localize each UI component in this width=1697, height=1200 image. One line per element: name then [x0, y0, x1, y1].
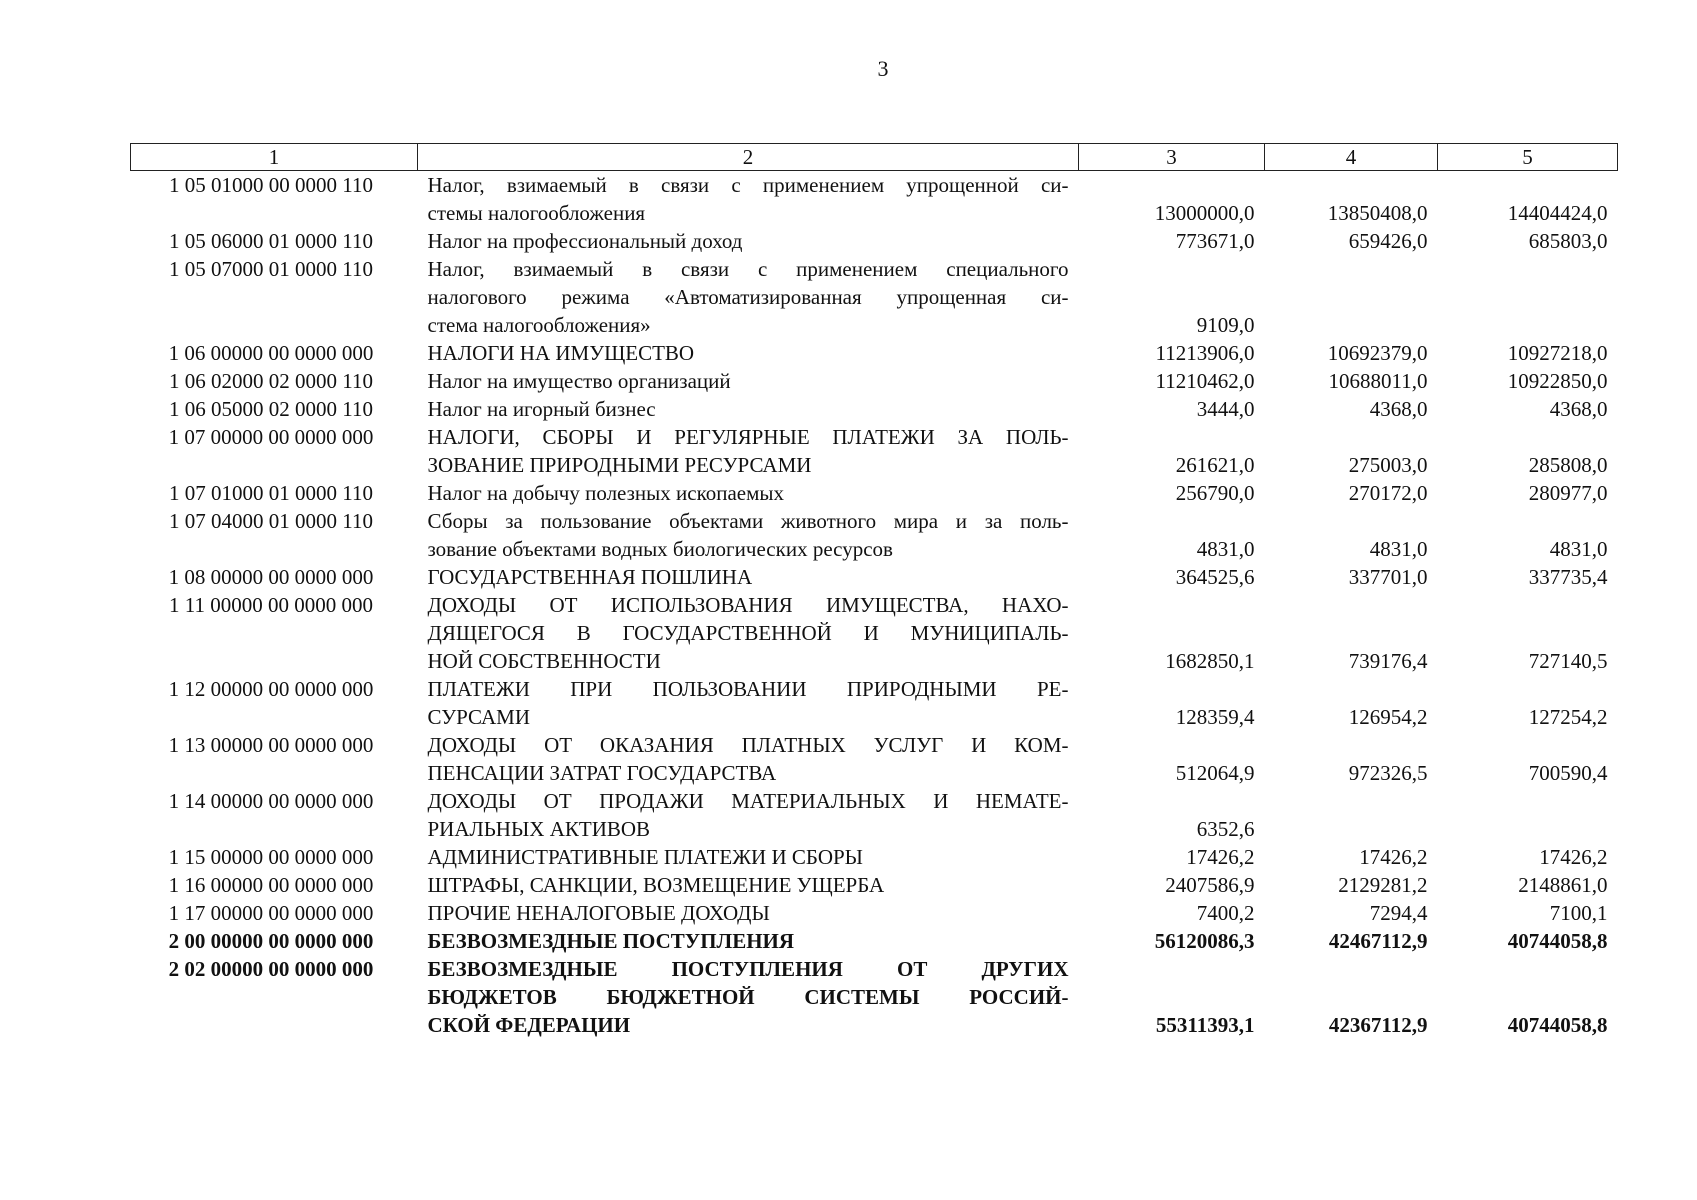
row-value-5: 17426,2: [1539, 845, 1608, 869]
row-name: [418, 871, 1079, 899]
row-code: 1 12 00000 00 0000 000: [168, 677, 374, 701]
row-value-3: 256790,0: [1175, 481, 1255, 505]
row-code: 1 06 00000 00 0000 000: [168, 341, 374, 365]
row-value-5: 127254,2: [1528, 705, 1608, 729]
row-value-3: 11213906,0: [1155, 341, 1255, 365]
row-name-line: ПЕНСАЦИИ ЗАТРАТ ГОСУДАРСТВА: [427, 761, 777, 785]
row-name-line: НОЙ СОБСТВЕННОСТИ: [427, 649, 661, 673]
row-value-3: 13000000,0: [1154, 201, 1255, 225]
row-code: 1 14 00000 00 0000 000: [168, 789, 374, 813]
row-value-4: 972326,5: [1348, 761, 1428, 785]
row-value-3: 6352,6: [1196, 817, 1255, 841]
row-name-line: СУРСАМИ: [427, 705, 530, 729]
header-col-2: 2: [418, 144, 1079, 171]
table-row: [131, 395, 1618, 423]
budget-table: [130, 143, 1618, 1039]
row-name: [418, 955, 1079, 1039]
row-name-line: НАЛОГИ НА ИМУЩЕСТВО: [427, 341, 695, 365]
table-row: [131, 339, 1618, 367]
table-row: [131, 955, 1618, 1039]
header-col-1: 1: [131, 144, 418, 171]
table-row: [131, 899, 1618, 927]
row-value-3: 1682850,1: [1165, 649, 1255, 673]
row-value-4: 10688011,0: [1328, 369, 1428, 393]
table-row: [131, 227, 1618, 255]
row-value-5: 285808,0: [1528, 453, 1608, 477]
row-name-line: ШТРАФЫ, САНКЦИИ, ВОЗМЕЩЕНИЕ УЩЕРБА: [427, 873, 885, 897]
row-value-3: 3444,0: [1196, 397, 1255, 421]
row-value-3: 364525,6: [1175, 565, 1255, 589]
row-value-4: 126954,2: [1348, 705, 1428, 729]
row-name-line: РИАЛЬНЫХ АКТИВОВ: [427, 817, 651, 841]
row-name: [418, 367, 1079, 395]
row-code: 1 15 00000 00 0000 000: [168, 845, 374, 869]
row-value-4: 42367112,9: [1328, 1013, 1428, 1037]
row-name-line: стемы налогообложения: [427, 201, 646, 225]
row-value-5: 4368,0: [1549, 397, 1608, 421]
row-value-5: 10927218,0: [1507, 341, 1608, 365]
row-name: [418, 171, 1079, 228]
row-value-5: 337735,4: [1528, 565, 1608, 589]
row-value-5: 4831,0: [1549, 537, 1608, 561]
row-name: [418, 899, 1079, 927]
table-row: [131, 507, 1618, 563]
row-code: 2 00 00000 00 0000 000: [168, 929, 374, 953]
row-name-line: ДОХОДЫ ОТ ПРОДАЖИ МАТЕРИАЛЬНЫХ И НЕМАТЕ-: [427, 789, 1069, 813]
row-name: [418, 563, 1079, 591]
row-value-4: 275003,0: [1348, 453, 1428, 477]
row-value-3: 56120086,3: [1154, 929, 1255, 953]
row-value-4: 10692379,0: [1327, 341, 1428, 365]
row-name: [418, 591, 1079, 675]
row-name-line: Налог, взимаемый в связи с применением упрощенной си-: [427, 173, 1069, 197]
table-row: [131, 927, 1618, 955]
row-name-line: ДОХОДЫ ОТ ОКАЗАНИЯ ПЛАТНЫХ УСЛУГ И КОМ-: [427, 733, 1069, 757]
row-value-3: 261621,0: [1175, 453, 1255, 477]
row-value-4: 7294,4: [1369, 901, 1428, 925]
row-code: 1 06 02000 02 0000 110: [169, 369, 373, 393]
header-col-4: 4: [1265, 144, 1438, 171]
table-row: [131, 171, 1618, 228]
row-name: [418, 339, 1079, 367]
row-code: 1 17 00000 00 0000 000: [168, 901, 374, 925]
row-code: 1 08 00000 00 0000 000: [168, 565, 374, 589]
row-value-5: 700590,4: [1528, 761, 1608, 785]
header-row: [131, 144, 1618, 171]
row-name-line: Налог на игорный бизнес: [427, 397, 656, 421]
row-name-line: ДОХОДЫ ОТ ИСПОЛЬЗОВАНИЯ ИМУЩЕСТВА, НАХО-: [427, 593, 1069, 617]
row-value-4: [1265, 255, 1438, 339]
row-name-line: Сборы за пользование объектами животного мира и за поль-: [427, 509, 1069, 533]
row-name-line: БЕЗВОЗМЕЗДНЫЕ ПОСТУПЛЕНИЯ ОТ ДРУГИХ: [427, 957, 1069, 981]
row-value-5: 14404424,0: [1507, 201, 1608, 225]
page-number: 3: [877, 56, 889, 81]
row-value-5: 10922850,0: [1507, 369, 1608, 393]
table-row: [131, 871, 1618, 899]
table-body: [131, 171, 1618, 1040]
row-name: [418, 227, 1079, 255]
row-code: 2 02 00000 00 0000 000: [168, 957, 374, 981]
row-value-5: 280977,0: [1528, 481, 1608, 505]
row-code: 1 05 06000 01 0000 110: [169, 229, 373, 253]
header-col-5: 5: [1438, 144, 1618, 171]
table-row: [131, 675, 1618, 731]
row-name-line: БЕЗВОЗМЕЗДНЫЕ ПОСТУПЛЕНИЯ: [427, 929, 795, 953]
row-code: 1 07 04000 01 0000 110: [169, 509, 373, 533]
row-name-line: Налог, взимаемый в связи с применением специального: [427, 257, 1069, 281]
row-value-5: [1438, 255, 1618, 339]
row-value-4: 4368,0: [1369, 397, 1428, 421]
row-value-5: [1438, 787, 1618, 843]
row-name-line: зование объектами водных биологических ресурсов: [427, 537, 893, 561]
table-row: [131, 255, 1618, 339]
table-row: [131, 367, 1618, 395]
row-name-line: Налог на добычу полезных ископаемых: [427, 481, 784, 505]
row-name: [418, 787, 1079, 843]
row-value-4: 739176,4: [1348, 649, 1428, 673]
row-value-5: 40744058,8: [1507, 1013, 1608, 1037]
row-value-3: 55311393,1: [1155, 1013, 1255, 1037]
row-value-3: 773671,0: [1175, 229, 1255, 253]
row-value-5: 2148861,0: [1518, 873, 1608, 897]
row-value-4: 270172,0: [1348, 481, 1428, 505]
table-row: [131, 563, 1618, 591]
row-name: [418, 395, 1079, 423]
row-value-3: 128359,4: [1175, 705, 1255, 729]
row-code: 1 16 00000 00 0000 000: [168, 873, 374, 897]
row-name: [418, 479, 1079, 507]
row-name-line: АДМИНИСТРАТИВНЫЕ ПЛАТЕЖИ И СБОРЫ: [427, 845, 863, 869]
row-name: [418, 675, 1079, 731]
row-name-line: ГОСУДАРСТВЕННАЯ ПОШЛИНА: [427, 565, 753, 589]
row-code: 1 05 01000 00 0000 110: [169, 173, 373, 197]
table-row: [131, 843, 1618, 871]
row-value-4: 4831,0: [1369, 537, 1428, 561]
row-value-4: 659426,0: [1348, 229, 1428, 253]
row-code: 1 07 00000 00 0000 000: [168, 425, 374, 449]
table-row: [131, 423, 1618, 479]
row-name-line: ДЯЩЕГОСЯ В ГОСУДАРСТВЕННОЙ И МУНИЦИПАЛЬ-: [427, 621, 1069, 645]
table-row: [131, 787, 1618, 843]
row-value-4: 17426,2: [1359, 845, 1428, 869]
row-value-3: 4831,0: [1196, 537, 1255, 561]
row-value-5: 685803,0: [1528, 229, 1608, 253]
row-code: 1 11 00000 00 0000 000: [169, 593, 373, 617]
row-value-3: 2407586,9: [1165, 873, 1255, 897]
row-code: 1 06 05000 02 0000 110: [169, 397, 373, 421]
row-value-4: 337701,0: [1348, 565, 1428, 589]
row-name-line: БЮДЖЕТОВ БЮДЖЕТНОЙ СИСТЕМЫ РОССИЙ-: [427, 985, 1069, 1009]
row-value-3: 7400,2: [1196, 901, 1255, 925]
row-value-4: 42467112,9: [1328, 929, 1428, 953]
row-value-4: 2129281,2: [1338, 873, 1428, 897]
table-row: [131, 479, 1618, 507]
row-name: [418, 731, 1079, 787]
row-value-3: 11210462,0: [1155, 369, 1255, 393]
row-name: [418, 927, 1079, 955]
row-value-4: [1265, 787, 1438, 843]
row-name: [418, 507, 1079, 563]
row-value-5: 40744058,8: [1507, 929, 1608, 953]
row-name: [418, 843, 1079, 871]
row-name-line: Налог на имущество организаций: [427, 369, 731, 393]
row-value-5: 727140,5: [1528, 649, 1608, 673]
row-code: 1 13 00000 00 0000 000: [168, 733, 374, 757]
row-name-line: стема налогообложения»: [427, 313, 651, 337]
row-value-3: 512064,9: [1175, 761, 1255, 785]
row-name: [418, 423, 1079, 479]
row-name-line: ПРОЧИЕ НЕНАЛОГОВЫЕ ДОХОДЫ: [427, 901, 770, 925]
row-value-3: 9109,0: [1196, 313, 1255, 337]
row-name-line: налогового режима «Автоматизированная упрощенная си-: [427, 285, 1069, 309]
row-name: [418, 255, 1079, 339]
row-value-4: 13850408,0: [1327, 201, 1428, 225]
table-row: [131, 731, 1618, 787]
row-name-line: СКОЙ ФЕДЕРАЦИИ: [427, 1013, 631, 1037]
row-name-line: Налог на профессиональный доход: [427, 229, 743, 253]
row-name-line: НАЛОГИ, СБОРЫ И РЕГУЛЯРНЫЕ ПЛАТЕЖИ ЗА ПОЛЬ-: [427, 425, 1069, 449]
row-name-line: ПЛАТЕЖИ ПРИ ПОЛЬЗОВАНИИ ПРИРОДНЫМИ РЕ-: [427, 677, 1069, 701]
row-name-line: ЗОВАНИЕ ПРИРОДНЫМИ РЕСУРСАМИ: [427, 453, 812, 477]
row-code: 1 07 01000 01 0000 110: [169, 481, 373, 505]
header-col-3: 3: [1079, 144, 1265, 171]
row-value-5: 7100,1: [1549, 901, 1608, 925]
table-row: [131, 591, 1618, 675]
row-code: 1 05 07000 01 0000 110: [169, 257, 373, 281]
row-value-3: 17426,2: [1186, 845, 1255, 869]
table-header: [131, 144, 1618, 171]
